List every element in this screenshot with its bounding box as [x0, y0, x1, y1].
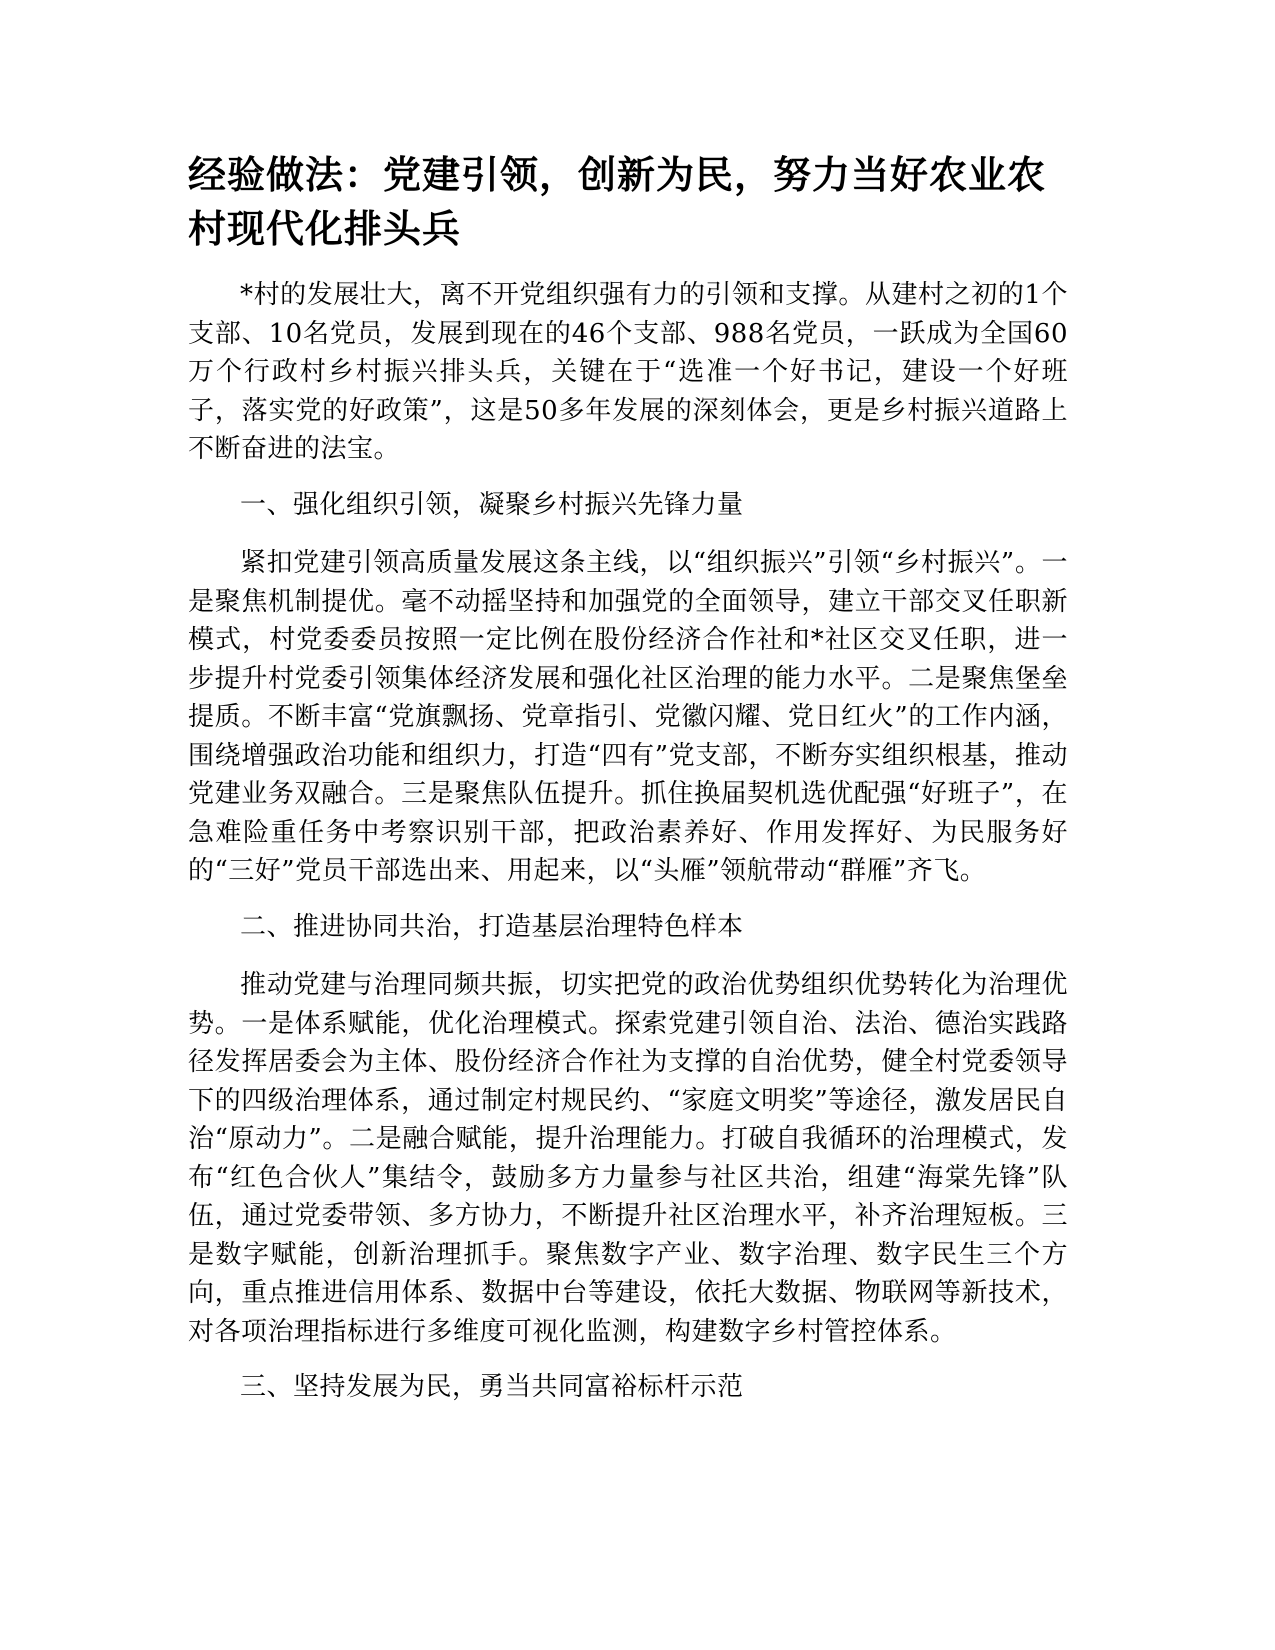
intro-paragraph: *村的发展壮大，离不开党组织强有力的引领和支撑。从建村之初的1个支部、10名党员，发展到现在的46个支部、988名党员，一跃成为全国60万个行政村乡村振兴排头兵，关键在于“选准一个好书记，建设一个好班子，落实党的好政策”，这是50多年发展的深刻体会，更是乡村振兴道路上不断奋进的法宝。	[188, 280, 1068, 464]
section-heading-1: 一、强化组织引领，凝聚乡村振兴先锋力量	[240, 489, 744, 520]
section-body-2: 推动党建与治理同频共振，切实把党的政治优势组织优势转化为治理优势。一是体系赋能，优化治理模式。探索党建引领自治、法治、德治实践路径发挥居委会为主体、股份经济合作社为支撑的自治优势，健全村党委领导下的四级治理体系，通过制定村规民约、“家庭文明奖”等途径，激发居民自治“原动力”。二是融合赋能，提升治理能力。打破自我循环的治理模式，发布“红色合伙人”集结令，鼓励多方力量参与社区共治，组建“海棠先锋”队伍，通过党委带领、多方协力，不断提升社区治理水平，补齐治理短板。三是数字赋能，创新治理抓手。聚焦数字产业、数字治理、数字民生三个方向，重点推进信用体系、数据中台等建设，依托大数据、物联网等新技术，对各项治理指标进行多维度可视化监测，构建数字乡村管控体系。	[188, 970, 1068, 1347]
document-page	[188, 148, 1068, 1427]
section-heading-2: 二、推进协同共治，打造基层治理特色样本	[240, 911, 744, 942]
document-title: 经验做法：党建引领，创新为民，努力当好农业农村现代化排头兵	[188, 153, 1047, 251]
section-body-1: 紧扣党建引领高质量发展这条主线，以“组织振兴”引领“乡村振兴”。一是聚焦机制提优。毫不动摇坚持和加强党的全面领导，建立干部交叉任职新模式，村党委委员按照一定比例在股份经济合作社和*社区交叉任职，进一步提升村党委引领集体经济发展和强化社区治理的能力水平。二是聚焦堡垒提质。不断丰富“党旗飘扬、党章指引、党徽闪耀、党日红火”的工作内涵，围绕增强政治功能和组织力，打造“四有”党支部，不断夯实组织根基，推动党建业务双融合。三是聚焦队伍提升。抓住换届契机选优配强“好班子”，在急难险重任务中考察识别干部，把政治素养好、作用发挥好、为民服务好的“三好”党员干部选出来、用起来，以“头雁”领航带动“群雁”齐飞。	[188, 548, 1068, 886]
section-heading-3: 三、坚持发展为民，勇当共同富裕标杆示范	[240, 1372, 744, 1402]
